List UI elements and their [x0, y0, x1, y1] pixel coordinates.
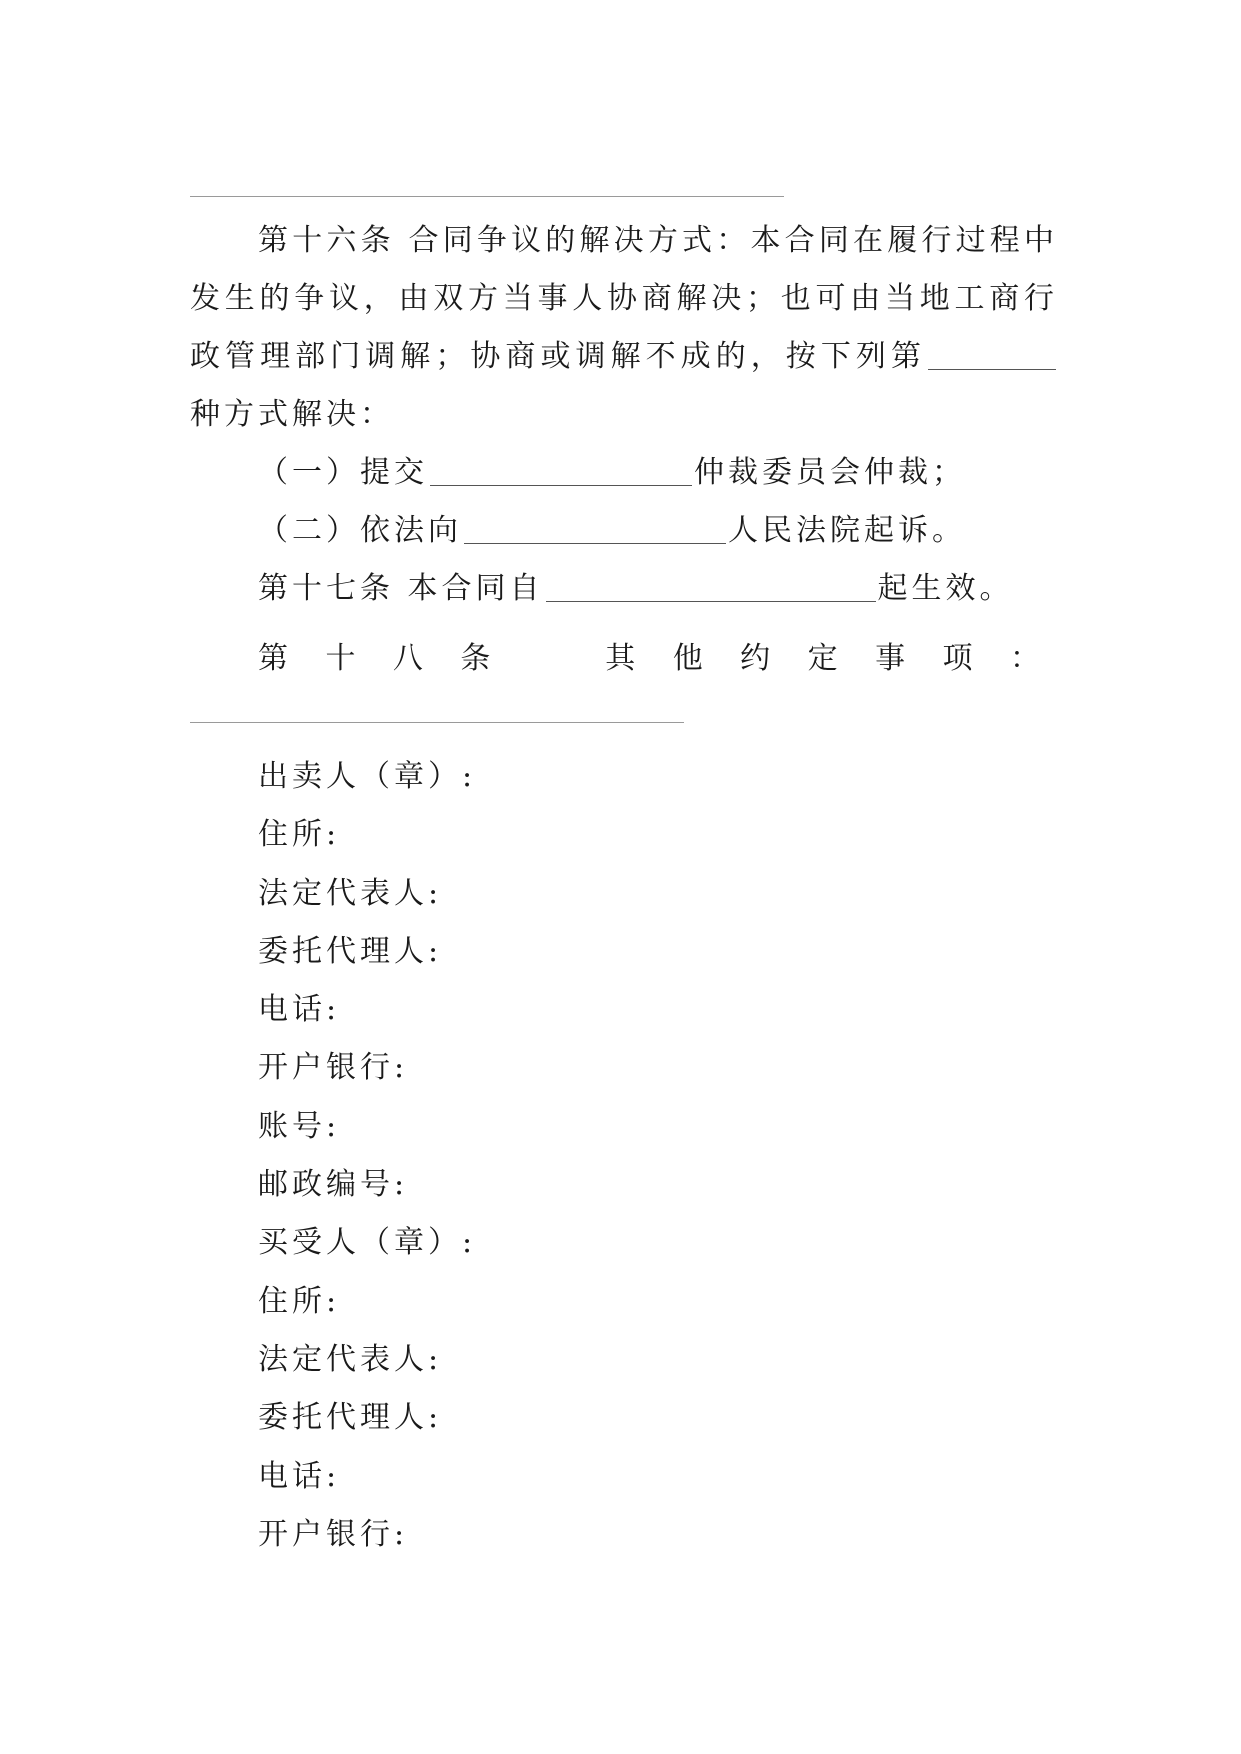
buyer-legal-rep-label: 法定代表人: [258, 1341, 443, 1377]
seller-address-label: 住所: [258, 817, 341, 853]
seller-bank-label: 开户银行: [258, 1050, 409, 1086]
seller-phone-label: 电话: [258, 992, 341, 1028]
seller-name-label: 出卖人（章）: [258, 759, 477, 794]
article-16-text-end: 种方式解决： [190, 397, 394, 432]
contract-body [190, 212, 1058, 618]
court-name-blank[interactable] [464, 513, 726, 544]
article-18-line [258, 630, 1040, 688]
seller-account-label: 账号: [258, 1108, 341, 1144]
buyer-address-label: 住所: [258, 1283, 341, 1319]
seller-postcode-label: 邮政编号: [258, 1167, 409, 1203]
article-18-char: 其 [605, 641, 636, 676]
article-17-suffix: 起生效。 [877, 571, 1014, 606]
option-2-suffix: 人民法院起诉。 [728, 513, 966, 548]
article-18-fill-line[interactable] [190, 722, 684, 723]
option-2-prefix: （二）依法向 [258, 513, 462, 548]
article-18-char: 他 [672, 641, 703, 676]
buyer-phone-label: 电话: [258, 1458, 341, 1494]
option-1-suffix: 仲裁委员会仲裁； [694, 455, 966, 490]
buyer-name-label: 买受人（章）: [258, 1225, 477, 1261]
buyer-bank-label: 开户银行: [258, 1516, 409, 1552]
article-18-gap [528, 630, 568, 688]
signature-block [258, 748, 476, 1564]
arbitration-committee-blank[interactable] [430, 455, 692, 486]
option-1-prefix: （一）提交 [258, 455, 428, 490]
buyer-agent-label: 委托代理人: [258, 1400, 443, 1436]
effective-date-blank[interactable] [546, 571, 876, 602]
article-18-char: 定 [807, 641, 838, 676]
top-fill-line [190, 196, 784, 197]
option-litigation [190, 502, 1058, 560]
article-16-paragraph [190, 212, 1058, 444]
article-18-char: 条 [460, 641, 491, 676]
seller-agent-label: 委托代理人: [258, 933, 443, 969]
article-18-char: 八 [392, 641, 423, 676]
option-arbitration [190, 444, 1058, 502]
article-18-char: ： [1009, 641, 1040, 676]
article-18-char: 事 [875, 641, 906, 676]
article-18-char: 第 [258, 641, 288, 676]
article-17-prefix: 第十七条 本合同自 [258, 571, 544, 606]
article-18-char: 十 [325, 641, 356, 676]
article-18-char: 项 [942, 641, 973, 676]
seller-legal-rep-label: 法定代表人: [258, 875, 443, 911]
dispute-method-blank[interactable] [928, 339, 1056, 370]
article-18-char: 约 [740, 641, 771, 676]
article-17-line [190, 560, 1058, 618]
article-16-text: 第十六条 合同争议的解决方式：本合同在履行过程中发生的争议，由双方当事人协商解决；也可由当地工商行政管理部门调解；协商或调解不成的，按下列第 [190, 223, 1058, 374]
